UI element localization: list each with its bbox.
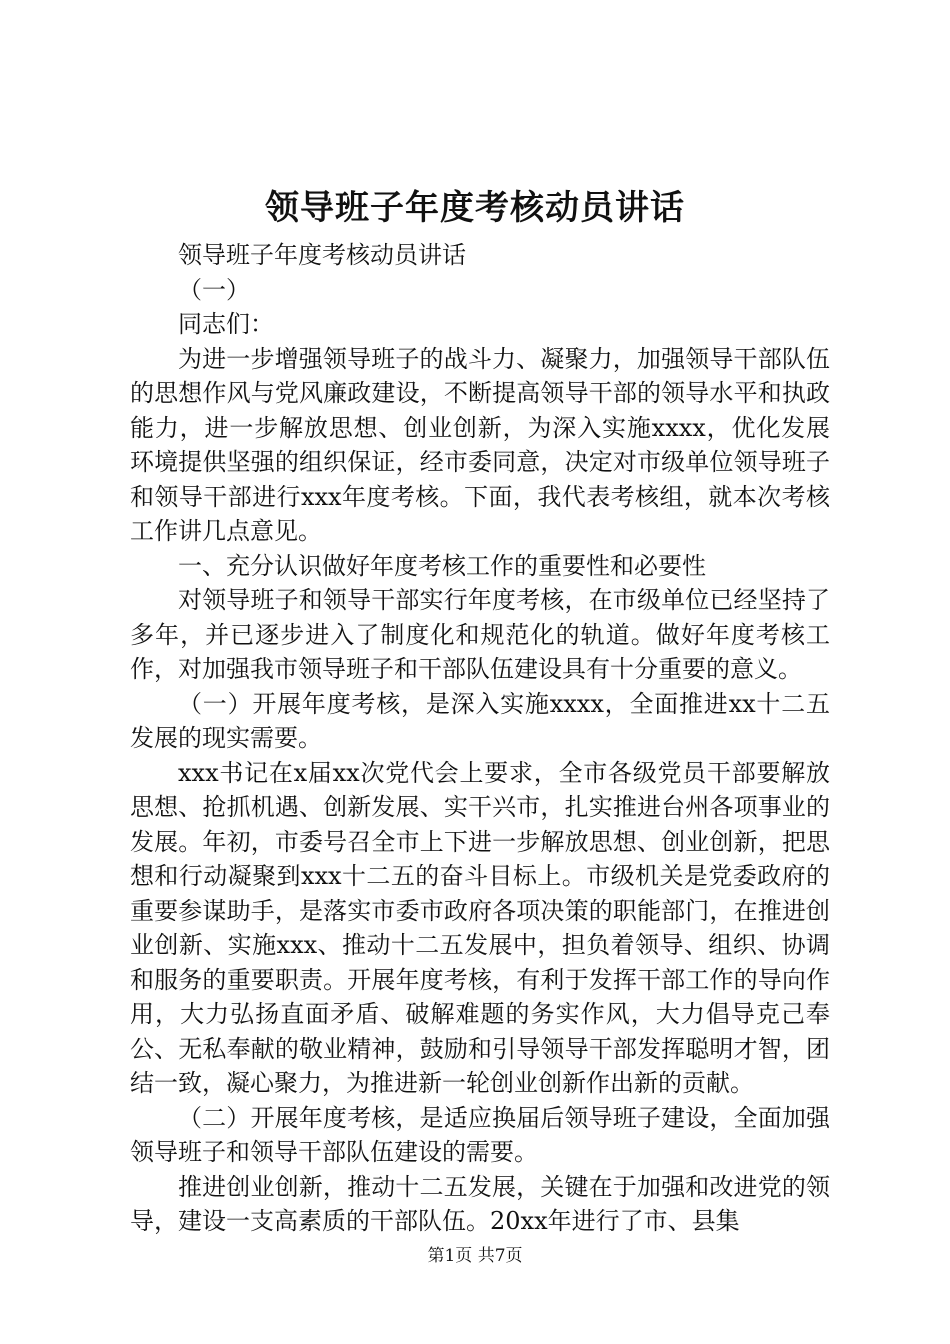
paragraph: xxx书记在x届xx次党代会上要求，全市各级党员干部要解放思想、抢抓机遇、创新发展、实干兴市，扎实推进台州各项事业的发展。年初，市委号召全市上下进一步解放思想、创业创新，把思想和行动凝聚到xxx十二五的奋斗目标上。市级机关是党委政府的重要参谋助手，是落实市委市政府各项决策的职能部门，在推进创业创新、实施xxx、推动十二五发展中，担负着领导、组织、协调和服务的重要职责。开展年度考核，有利于发挥干部工作的导向作用，大力弘扬直面矛盾、破解难题的务实作风，大力倡导克己奉公、无私奉献的敬业精神，鼓励和引导领导干部发挥聪明才智，团结一致，凝心聚力，为推进新一轮创业创新作出新的贡献。 xyxy=(130,758,830,1097)
paragraph: 对领导班子和领导干部实行年度考核，在市级单位已经坚持了多年，并已逐步进入了制度化和规范化的轨道。做好年度考核工作，对加强我市领导班子和干部队伍建设具有十分重要的意义。 xyxy=(130,586,830,683)
subsection-heading: （一）开展年度考核，是深入实施xxxx，全面推进xx十二五发展的现实需要。 xyxy=(130,689,830,752)
document-title: 领导班子年度考核动员讲话 xyxy=(265,188,685,228)
paragraph: 推进创业创新，推动十二五发展，关键在于加强和改进党的领导，建设一支高素质的干部队伍。20xx年进行了市、县集 xyxy=(130,1172,830,1235)
subtitle-paragraph: 领导班子年度考核动员讲话 xyxy=(178,241,466,269)
section-heading: 一、充分认识做好年度考核工作的重要性和必要性 xyxy=(178,551,706,580)
paragraph: 为进一步增强领导班子的战斗力、凝聚力，加强领导干部队伍的思想作风与党风廉政建设，不断提高领导干部的领导水平和执政能力，进一步解放思想、创业创新，为深入实施xxxx，优化发展环境提供坚强的组织保证，经市委同意，决定对市级单位领导班子和领导干部进行xxx年度考核。下面，我代表考核组，就本次考核工作讲几点意见。 xyxy=(130,344,830,545)
document-body xyxy=(130,238,830,1239)
subsection-heading: （二）开展年度考核，是适应换届后领导班子建设，全面加强领导班子和领导干部队伍建设的需要。 xyxy=(130,1103,830,1166)
page-footer: 第1页 共7页 xyxy=(427,1246,523,1266)
section-number: （一） xyxy=(178,275,250,304)
salutation: 同志们： xyxy=(178,310,274,338)
